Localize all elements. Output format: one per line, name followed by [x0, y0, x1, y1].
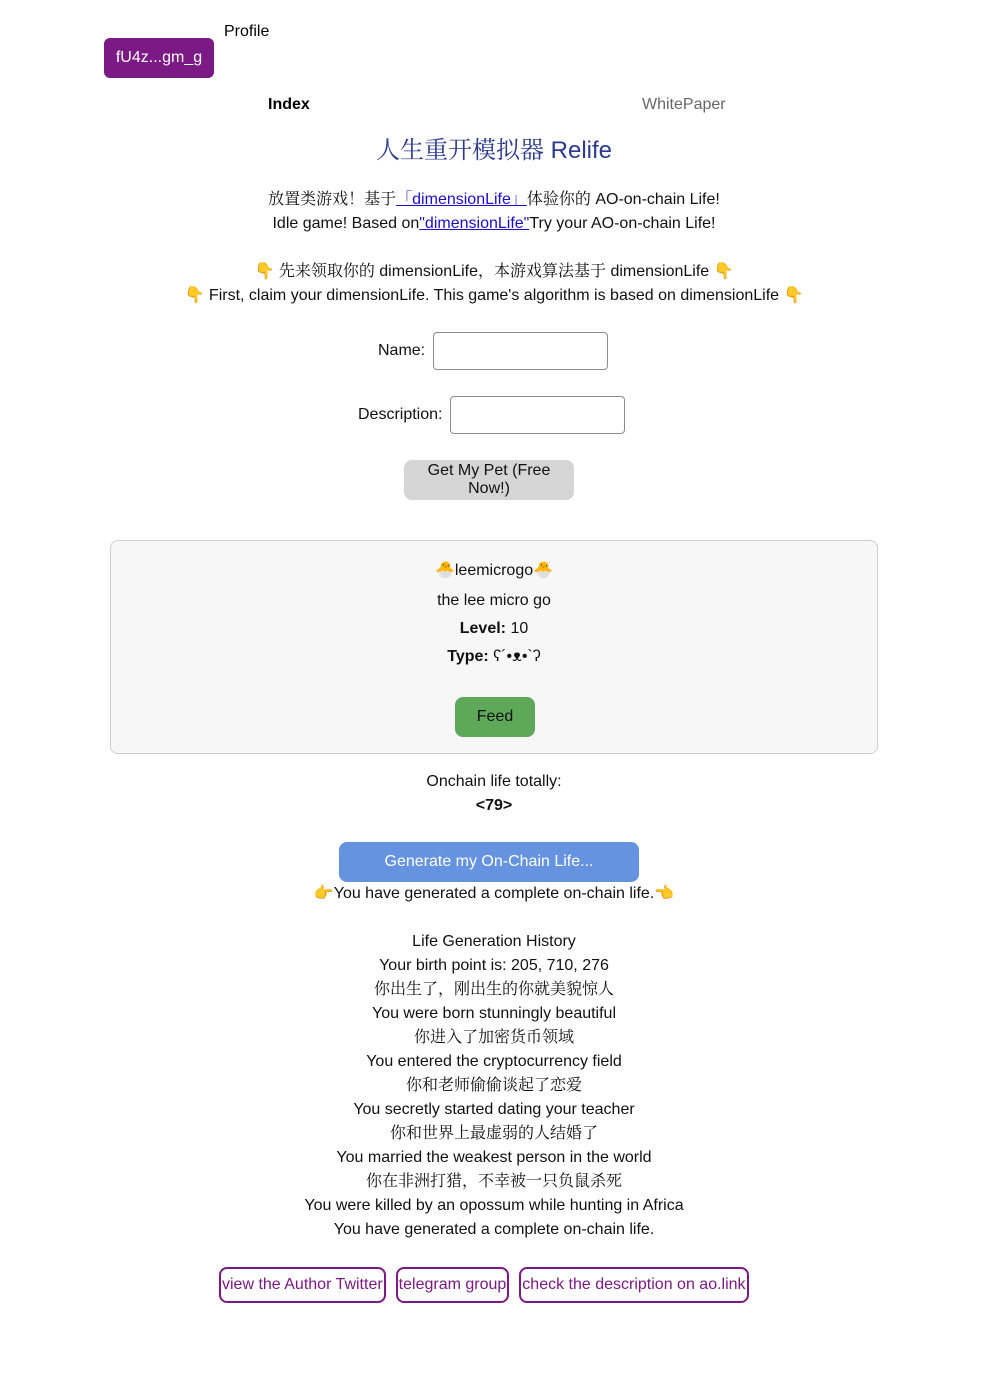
pet-level — [111, 620, 877, 638]
pet-level-label: Level: — [459, 620, 506, 637]
pet-type — [111, 648, 877, 666]
history-line: You have generated a complete on-chain life. — [333, 1221, 655, 1238]
description-input[interactable] — [450, 396, 625, 434]
history-line: 你在非洲打猎，不幸被一只负鼠杀死 — [365, 1173, 622, 1190]
telegram-group-link[interactable]: telegram group — [396, 1267, 510, 1303]
claim-text-en: 👇 First, claim your dimensionLife. This game's algorithm is based on dimensionLife 👇 — [184, 287, 804, 304]
pet-description: the lee micro go — [437, 592, 551, 609]
intro-zh-prefix: 放置类游戏！基于 — [268, 191, 397, 208]
wallet-address-button[interactable]: fU4z...gm_g — [104, 38, 214, 78]
nav-whitepaper-link[interactable]: WhitePaper — [642, 96, 726, 113]
intro-en-prefix: Idle game! Based on — [272, 215, 420, 232]
ao-link-description-link[interactable]: check the description on ao.link — [519, 1267, 748, 1303]
pet-type-value: ʕ´•ᴥ•`ʔ — [493, 648, 541, 665]
claim-text-zh: 👇 先来领取你的 dimensionLife，本游戏算法基于 dimensionLife 👇 — [254, 263, 734, 280]
name-label: Name: — [378, 342, 426, 359]
intro-zh — [0, 188, 988, 212]
pet-name: 🐣leemicrogo🐣 — [434, 562, 554, 579]
history-line: Life Generation History — [412, 933, 576, 950]
history-line: You married the weakest person in the world — [336, 1149, 652, 1166]
profile-link[interactable]: Profile — [224, 23, 270, 40]
name-row — [378, 332, 608, 370]
description-label: Description: — [358, 406, 443, 423]
pet-level-value: 10 — [510, 620, 529, 637]
history-line: You entered the cryptocurrency field — [366, 1053, 622, 1070]
generation-status: 👉You have generated a complete on-chain life.👈 — [313, 885, 675, 902]
intro-en-suffix: Try your AO-on-chain Life! — [529, 215, 716, 232]
get-pet-button[interactable]: Get My Pet (Free Now!) — [404, 460, 574, 500]
history-line: You secretly started dating your teacher — [353, 1101, 635, 1118]
history-line: 你和世界上最虚弱的人结婚了 — [389, 1125, 598, 1142]
intro-en — [0, 212, 988, 236]
history-line: You were killed by an opossum while hunting in Africa — [304, 1197, 684, 1214]
life-history — [0, 930, 988, 1242]
history-line: 你和老师偷偷谈起了恋爱 — [405, 1077, 582, 1094]
intro-zh-suffix: 体验你的 AO-on-chain Life! — [526, 191, 720, 208]
feed-button[interactable]: Feed — [455, 697, 535, 737]
nav-index-link[interactable]: Index — [268, 96, 310, 113]
dimensionlife-link-en[interactable]: "dimensionLife" — [419, 215, 530, 232]
history-line: 你进入了加密货币领域 — [413, 1029, 574, 1046]
footer-links — [219, 1267, 749, 1303]
author-twitter-link[interactable]: view the Author Twitter — [219, 1267, 386, 1303]
onchain-life-label: Onchain life totally: — [426, 773, 562, 790]
dimensionlife-link-zh[interactable]: 「dimensionLife」 — [396, 191, 527, 208]
pet-type-label: Type: — [447, 648, 489, 665]
page-title: 人生重开模拟器 Relife — [375, 137, 613, 164]
description-row — [358, 396, 625, 434]
history-line: You were born stunningly beautiful — [371, 1005, 617, 1022]
history-line: 你出生了，刚出生的你就美貌惊人 — [373, 981, 614, 998]
name-input[interactable] — [433, 332, 608, 370]
pet-card — [110, 540, 878, 754]
generate-life-button[interactable]: Generate my On-Chain Life... — [339, 842, 639, 882]
onchain-life-count: <79> — [475, 797, 513, 814]
history-line: Your birth point is: 205, 710, 276 — [379, 957, 609, 974]
